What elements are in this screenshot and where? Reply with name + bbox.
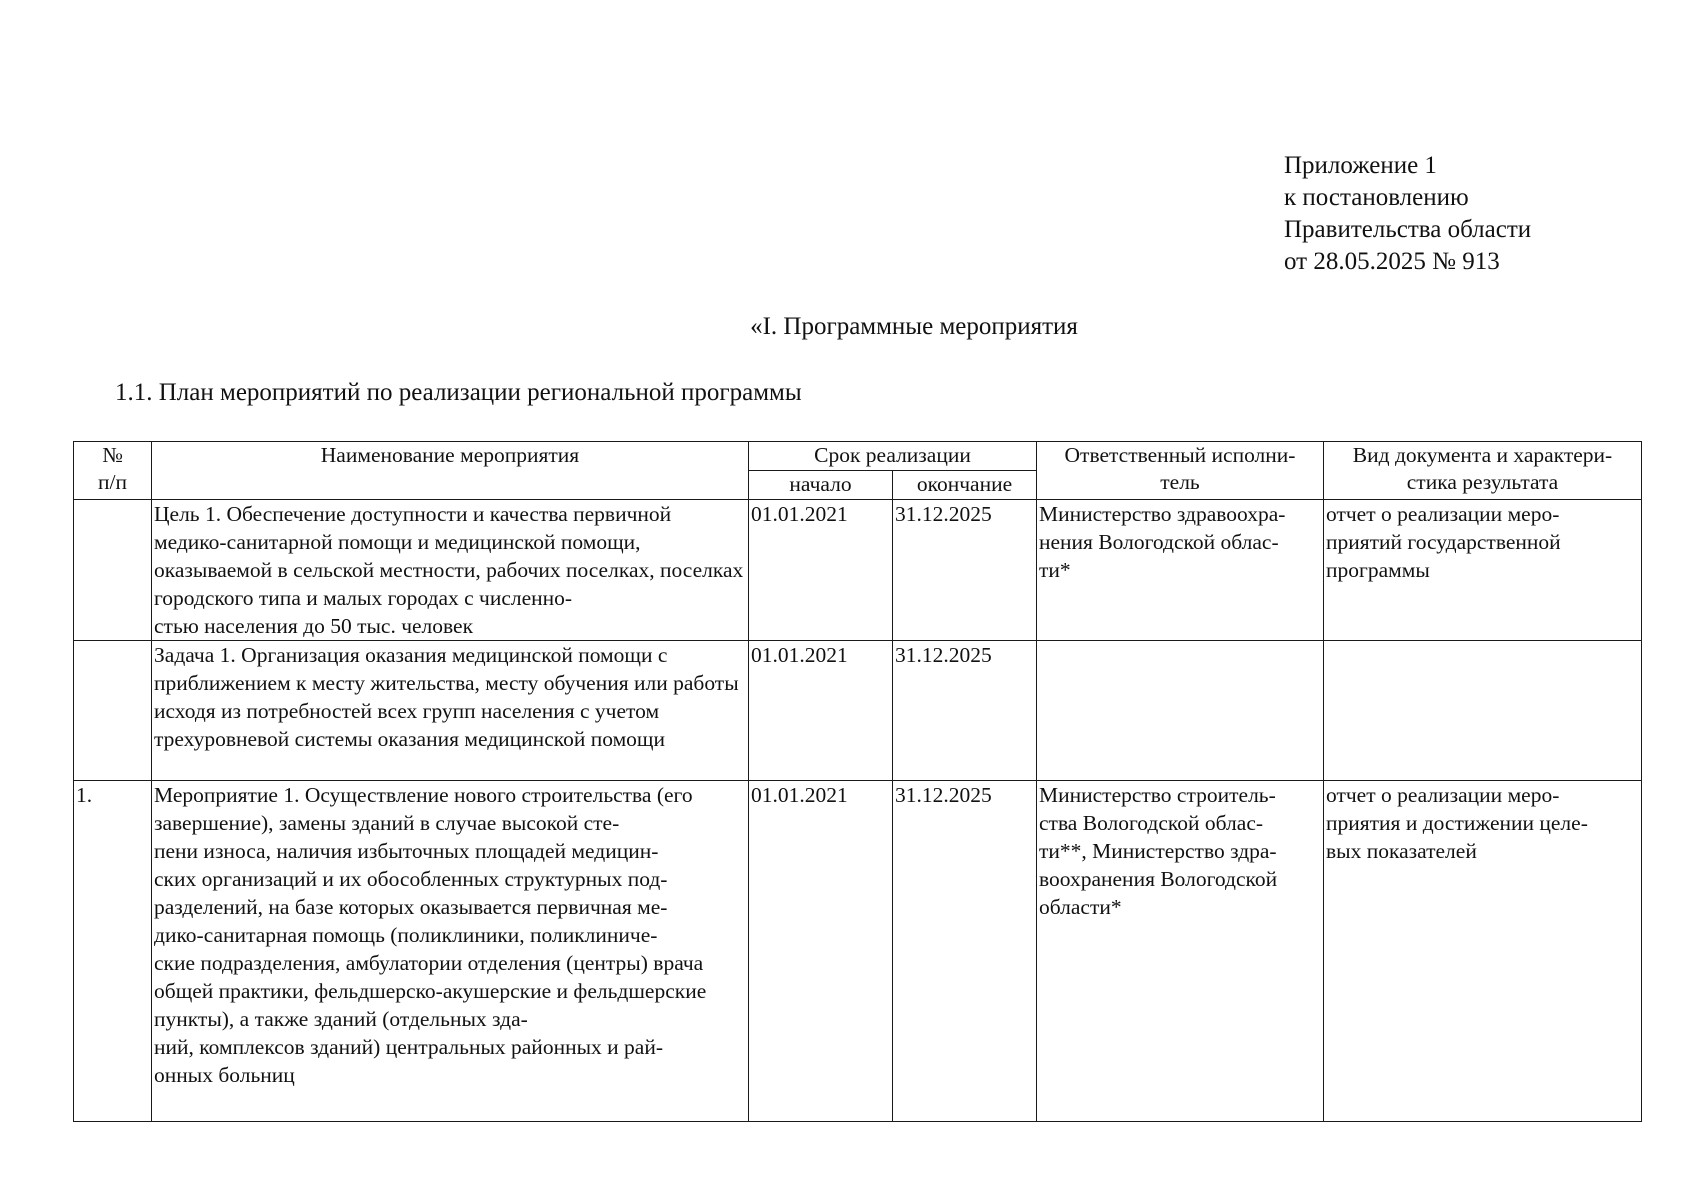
row-start: 01.01.2021 [749, 781, 893, 1122]
appendix-line-4: от 28.05.2025 № 913 [1284, 248, 1500, 275]
table-row [74, 781, 1642, 1122]
row-result: отчет о реализации меро- приятия и достижении целе- вых показателей [1324, 781, 1642, 1122]
row-end: 31.12.2025 [893, 641, 1037, 781]
row-start: 01.01.2021 [749, 641, 893, 781]
row-name: Цель 1. Обеспечение доступности и качества первичной медико-санитарной помощи и медицинской помощи, оказываемой в сельской местности, рабочих поселках, поселках городского типа и малых городах с численно- стью населения до 50 тыс. человек [152, 500, 749, 641]
appendix-line-1: Приложение 1 [1284, 152, 1437, 179]
header-name: Наименование мероприятия [152, 442, 749, 500]
subsection-title: 1.1. План мероприятий по реализации региональной программы [115, 379, 802, 406]
row-executor: Министерство строитель- ства Вологодской облас- ти**, Министерство здра- воохранения Вологодской области* [1037, 781, 1324, 1122]
table-row [74, 641, 1642, 781]
header-term: Срок реализации [749, 442, 1037, 471]
appendix-block [1284, 150, 1531, 278]
row-executor: Министерство здравоохра- нения Вологодской облас- ти* [1037, 500, 1324, 641]
appendix-line-2: к постановлению [1284, 184, 1469, 211]
plan-table [73, 441, 1642, 1122]
header-number: № п/п [74, 442, 152, 500]
row-number [74, 500, 152, 641]
row-end: 31.12.2025 [893, 781, 1037, 1122]
row-result [1324, 641, 1642, 781]
row-name: Мероприятие 1. Осуществление нового строительства (его завершение), замены зданий в случае высокой сте- пени износа, наличия избыточных площадей медицин- ских организаций и их обособленных структурных под- разделений, на базе которых оказывается первичная ме- дико-санитарная помощь (поликлиники, поликлиниче- ские подразделения, амбулатории отделения (центры) врача общей практики, фельдшерско-акушерские и фельдшерские пункты), а также зданий (отдельных зда- ний, комплексов зданий) центральных районных и рай- онных больниц [152, 781, 749, 1122]
header-executor: Ответственный исполни- тель [1037, 442, 1324, 500]
row-end: 31.12.2025 [893, 500, 1037, 641]
row-number: 1. [74, 781, 152, 1122]
row-executor [1037, 641, 1324, 781]
row-name: Задача 1. Организация оказания медицинской помощи с приближением к месту жительства, месту обучения или работы исходя из потребностей всех групп населения с учетом трехуровневой системы оказания медицинской помощи [152, 641, 749, 781]
header-end: окончание [893, 471, 1037, 500]
header-result: Вид документа и характери- стика результата [1324, 442, 1642, 500]
table-header-row [74, 442, 1642, 471]
row-start: 01.01.2021 [749, 500, 893, 641]
section-title: «I. Программные мероприятия [750, 313, 1078, 340]
row-result: отчет о реализации меро- приятий государственной программы [1324, 500, 1642, 641]
header-start: начало [749, 471, 893, 500]
row-number [74, 641, 152, 781]
table-row [74, 500, 1642, 641]
appendix-line-3: Правительства области [1284, 216, 1532, 243]
